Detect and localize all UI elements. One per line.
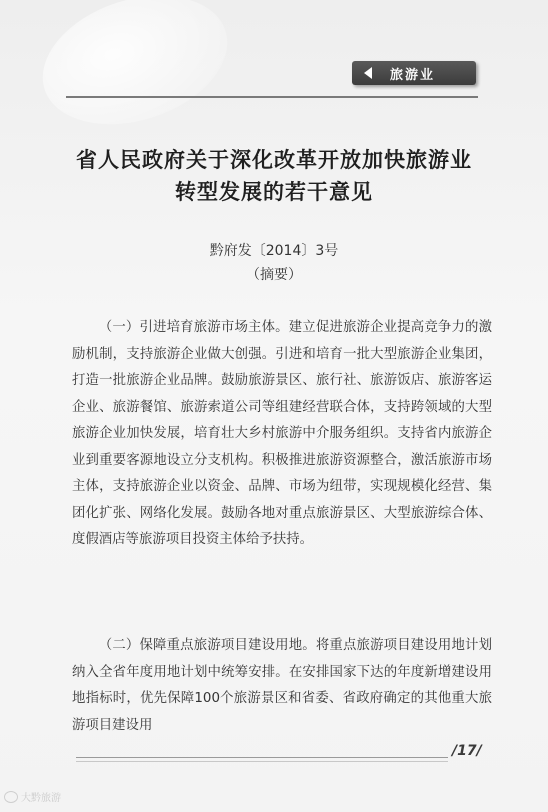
- decorative-flower-graphic: [26, 0, 244, 146]
- watermark-logo-icon: [4, 791, 18, 803]
- section-label: 旅游业: [390, 67, 436, 83]
- document-title-line1: 省人民政府关于深化改革开放加快旅游业: [76, 147, 472, 172]
- document-title-line2: 转型发展的若干意见: [175, 179, 373, 204]
- body-paragraph: （二）保障重点旅游项目建设用地。将重点旅游项目建设用地计划纳入全省年度用地计划中统筹安排。在安排国家下达的年度新增建设用地指标时，优先保障100个旅游景区和省委、省政府确定的其他重大旅游项目建设用: [72, 638, 492, 733]
- header-divider: [66, 96, 478, 98]
- document-number: 黔府发〔2014〕3号: [209, 243, 339, 259]
- abstract-label: （摘要）: [246, 267, 302, 283]
- section-tab: [352, 61, 476, 85]
- watermark: [4, 789, 61, 804]
- page-number: /17/: [452, 743, 482, 759]
- body-paragraph: （一）引进培育旅游市场主体。建立促进旅游企业提高竞争力的激励机制，支持旅游企业做大创强。引进和培育一批大型旅游企业集团，打造一批旅游企业品牌。鼓励旅游景区、旅行社、旅游饭店、旅游客运企业、旅游餐馆、旅游索道公司等组建经营联合体，支持跨领域的大型旅游企业加快发展，培育壮大乡村旅游中介服务组织。支持省内旅游企业到重要客源地设立分支机构。积极推进旅游资源整合，激活旅游市场主体，支持旅游企业以资金、品牌、市场为纽带，实现规模化经营、集团化扩张、网络化发展。鼓励各地对重点旅游景区、大型旅游综合体、度假酒店等旅游项目投资主体给予扶持。: [72, 320, 492, 547]
- left-arrow-icon: [364, 67, 372, 79]
- footer-divider: [76, 761, 448, 762]
- watermark-text: 大黔旅游: [21, 793, 61, 804]
- footer-divider: [76, 757, 448, 758]
